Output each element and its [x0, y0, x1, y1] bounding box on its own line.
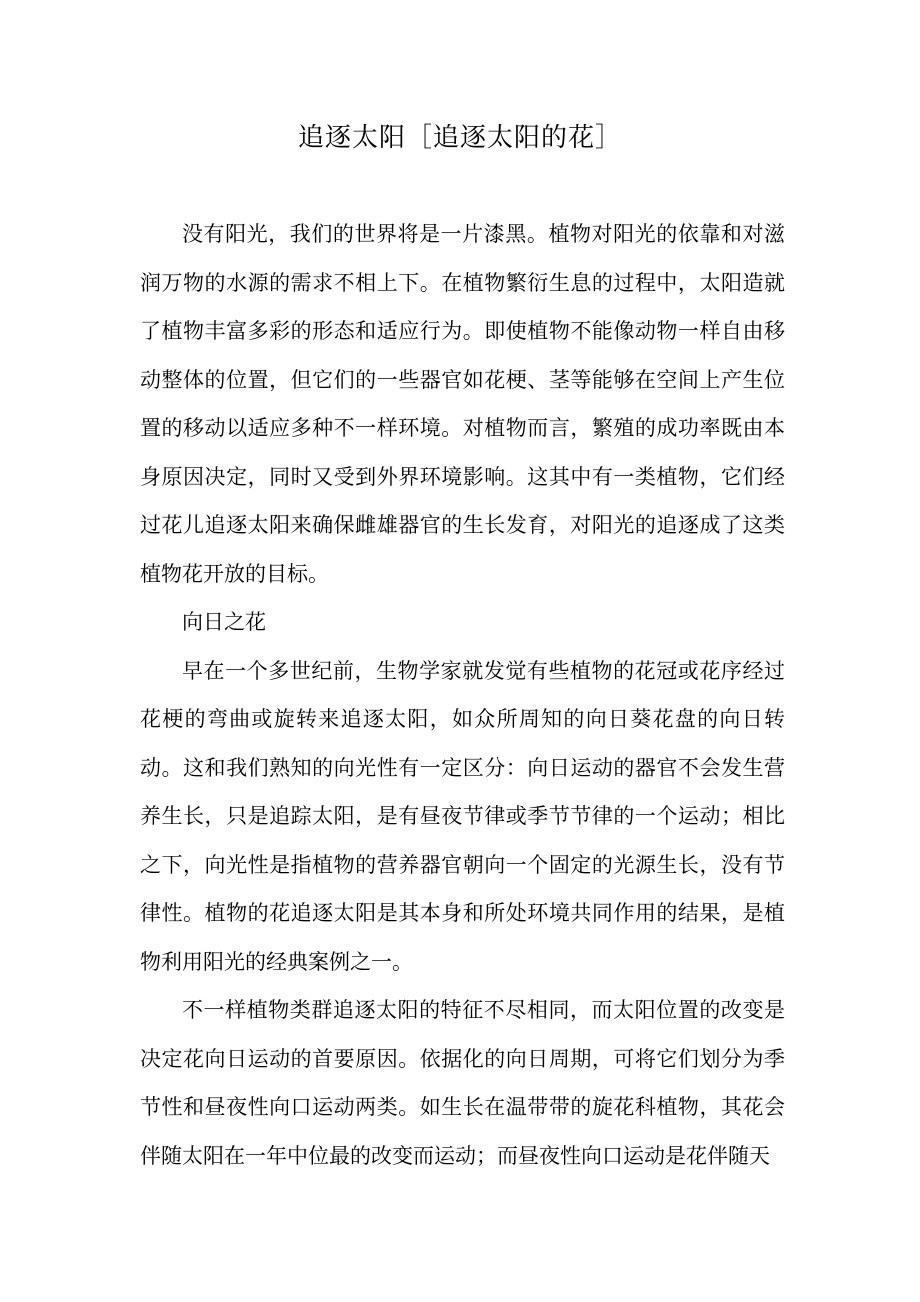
paragraph-history: 早在一个多世纪前，生物学家就发觉有些植物的花冠或花序经过花梗的弯曲或旋转来追逐太阳，如众所周知的向日葵花盘的向日转动。这和我们熟知的向光性有一定区分：向日运动的器官不会发生营养生长，只是追踪太阳，是有昼夜节律或季节节律的一个运动；相比之下，向光性是指植物的营养器官朝向一个固定的光源生长，没有节律性。植物的花追逐太阳是其本身和所处环境共同作用的结果，是植物利用阳光的经典案例之一。 — [140, 658, 785, 974]
paragraph-intro: 没有阳光，我们的世界将是一片漆黑。植物对阳光的依靠和对滋润万物的水源的需求不相上下。在植物繁衍生息的过程中，太阳造就了植物丰富多彩的形态和适应行为。即使植物不能像动物一样自由移动整体的位置，但它们的一些器官如花梗、茎等能够在空间上产生位置的移动以适应多种不一样环境。对植物而言，繁殖的成功率既由本身原因决定，同时又受到外界环境影响。这其中有一类植物，它们经过花儿追逐太阳来确保雌雄器官的生长发育，对阳光的追逐成了这类植物花开放的目标。 — [140, 222, 785, 586]
document-body — [140, 210, 785, 1180]
paragraph-classification: 不一样植物类群追逐太阳的特征不尽相同，而太阳位置的改变是决定花向日运动的首要原因。依据化的向日周期，可将它们划分为季节性和昼夜性向口运动两类。如生长在温带带的旋花科植物，其花会伴随太阳在一年中位最的改变而运动；而昼夜性向口运动是花伴随天 — [140, 998, 785, 1168]
section-heading: 向日之花 — [182, 610, 266, 634]
document-title: 追逐太阳［追逐太阳的花］ — [297, 123, 622, 153]
